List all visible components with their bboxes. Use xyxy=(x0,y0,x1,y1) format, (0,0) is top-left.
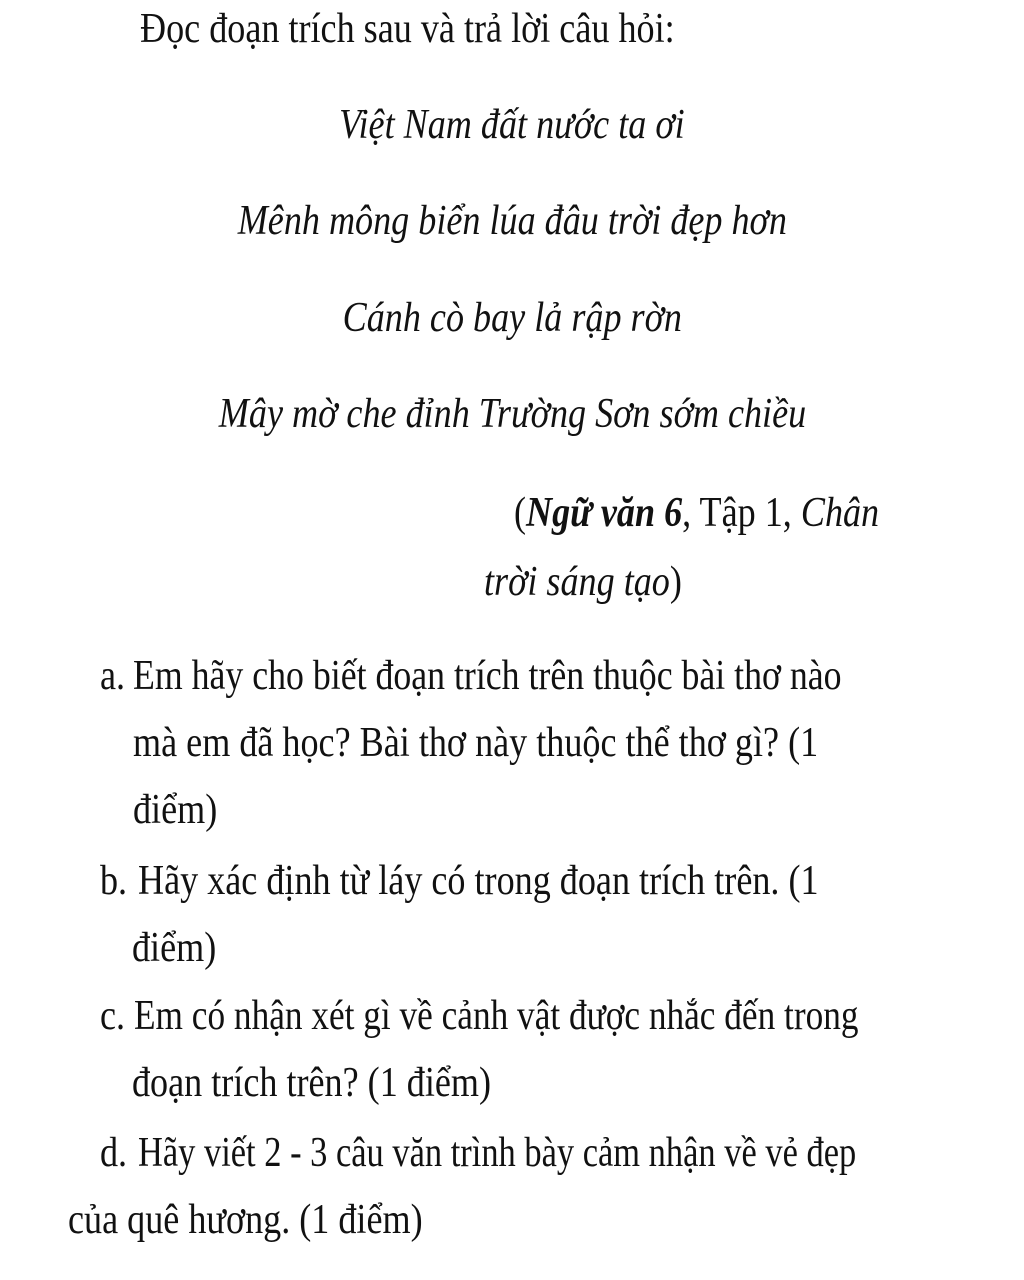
source-citation-line-2 xyxy=(484,561,682,603)
instruction-heading: Đọc đoạn trích sau và trả lời câu hỏi: xyxy=(140,6,675,52)
question-b-line-2: điểm) xyxy=(132,925,217,971)
question-b-label: b. xyxy=(100,858,128,904)
poem-line-2 xyxy=(0,200,1024,242)
question-c-line-2: đoạn trích trên? (1 điểm) xyxy=(132,1060,492,1106)
question-a-text xyxy=(133,643,965,844)
question-c-text xyxy=(134,983,997,1117)
poem-line-1-text: Việt Nam đất nước ta ơi xyxy=(339,102,685,148)
citation-series-part-1: Chân xyxy=(800,490,880,536)
citation-open-paren: ( xyxy=(514,490,527,536)
question-d-text xyxy=(68,1120,1014,1254)
poem-line-3 xyxy=(0,297,1024,339)
question-b-line-1: Hãy xác định từ láy có trong đoạn trích trên. (1 xyxy=(138,858,819,904)
question-d-line-2: của quê hương. (1 điểm) xyxy=(68,1197,423,1243)
poem-line-4 xyxy=(0,393,1024,435)
citation-series-part-2: trời sáng tạo xyxy=(484,559,670,605)
poem-line-1 xyxy=(0,104,1024,146)
question-a-label: a. xyxy=(100,653,126,699)
citation-close-paren: ) xyxy=(669,559,682,605)
citation-book-title: Ngữ văn 6 xyxy=(526,490,683,536)
question-b-text xyxy=(132,848,929,982)
poem-line-3-text: Cánh cò bay lả rập rờn xyxy=(342,295,682,341)
question-a-line-1: Em hãy cho biết đoạn trích trên thuộc bài thơ nào xyxy=(133,653,842,699)
poem-line-2-text: Mênh mông biển lúa đâu trời đẹp hơn xyxy=(237,198,787,244)
question-a-line-3: điểm) xyxy=(133,787,218,833)
poem-line-4-text: Mây mờ che đỉnh Trường Sơn sớm chiều xyxy=(218,391,806,437)
source-citation-line-1 xyxy=(514,492,879,534)
question-c-label: c. xyxy=(100,993,126,1039)
question-c-line-1: Em có nhận xét gì về cảnh vật được nhắc đến trong xyxy=(134,993,859,1039)
citation-volume: , Tập 1, xyxy=(682,490,801,536)
question-a-line-2: mà em đã học? Bài thơ này thuộc thể thơ gì? (1 xyxy=(133,720,819,766)
question-d-line-1: Hãy viết 2 - 3 câu văn trình bày cảm nhận về vẻ đẹp xyxy=(138,1130,857,1176)
question-d-label: d. xyxy=(100,1130,128,1176)
